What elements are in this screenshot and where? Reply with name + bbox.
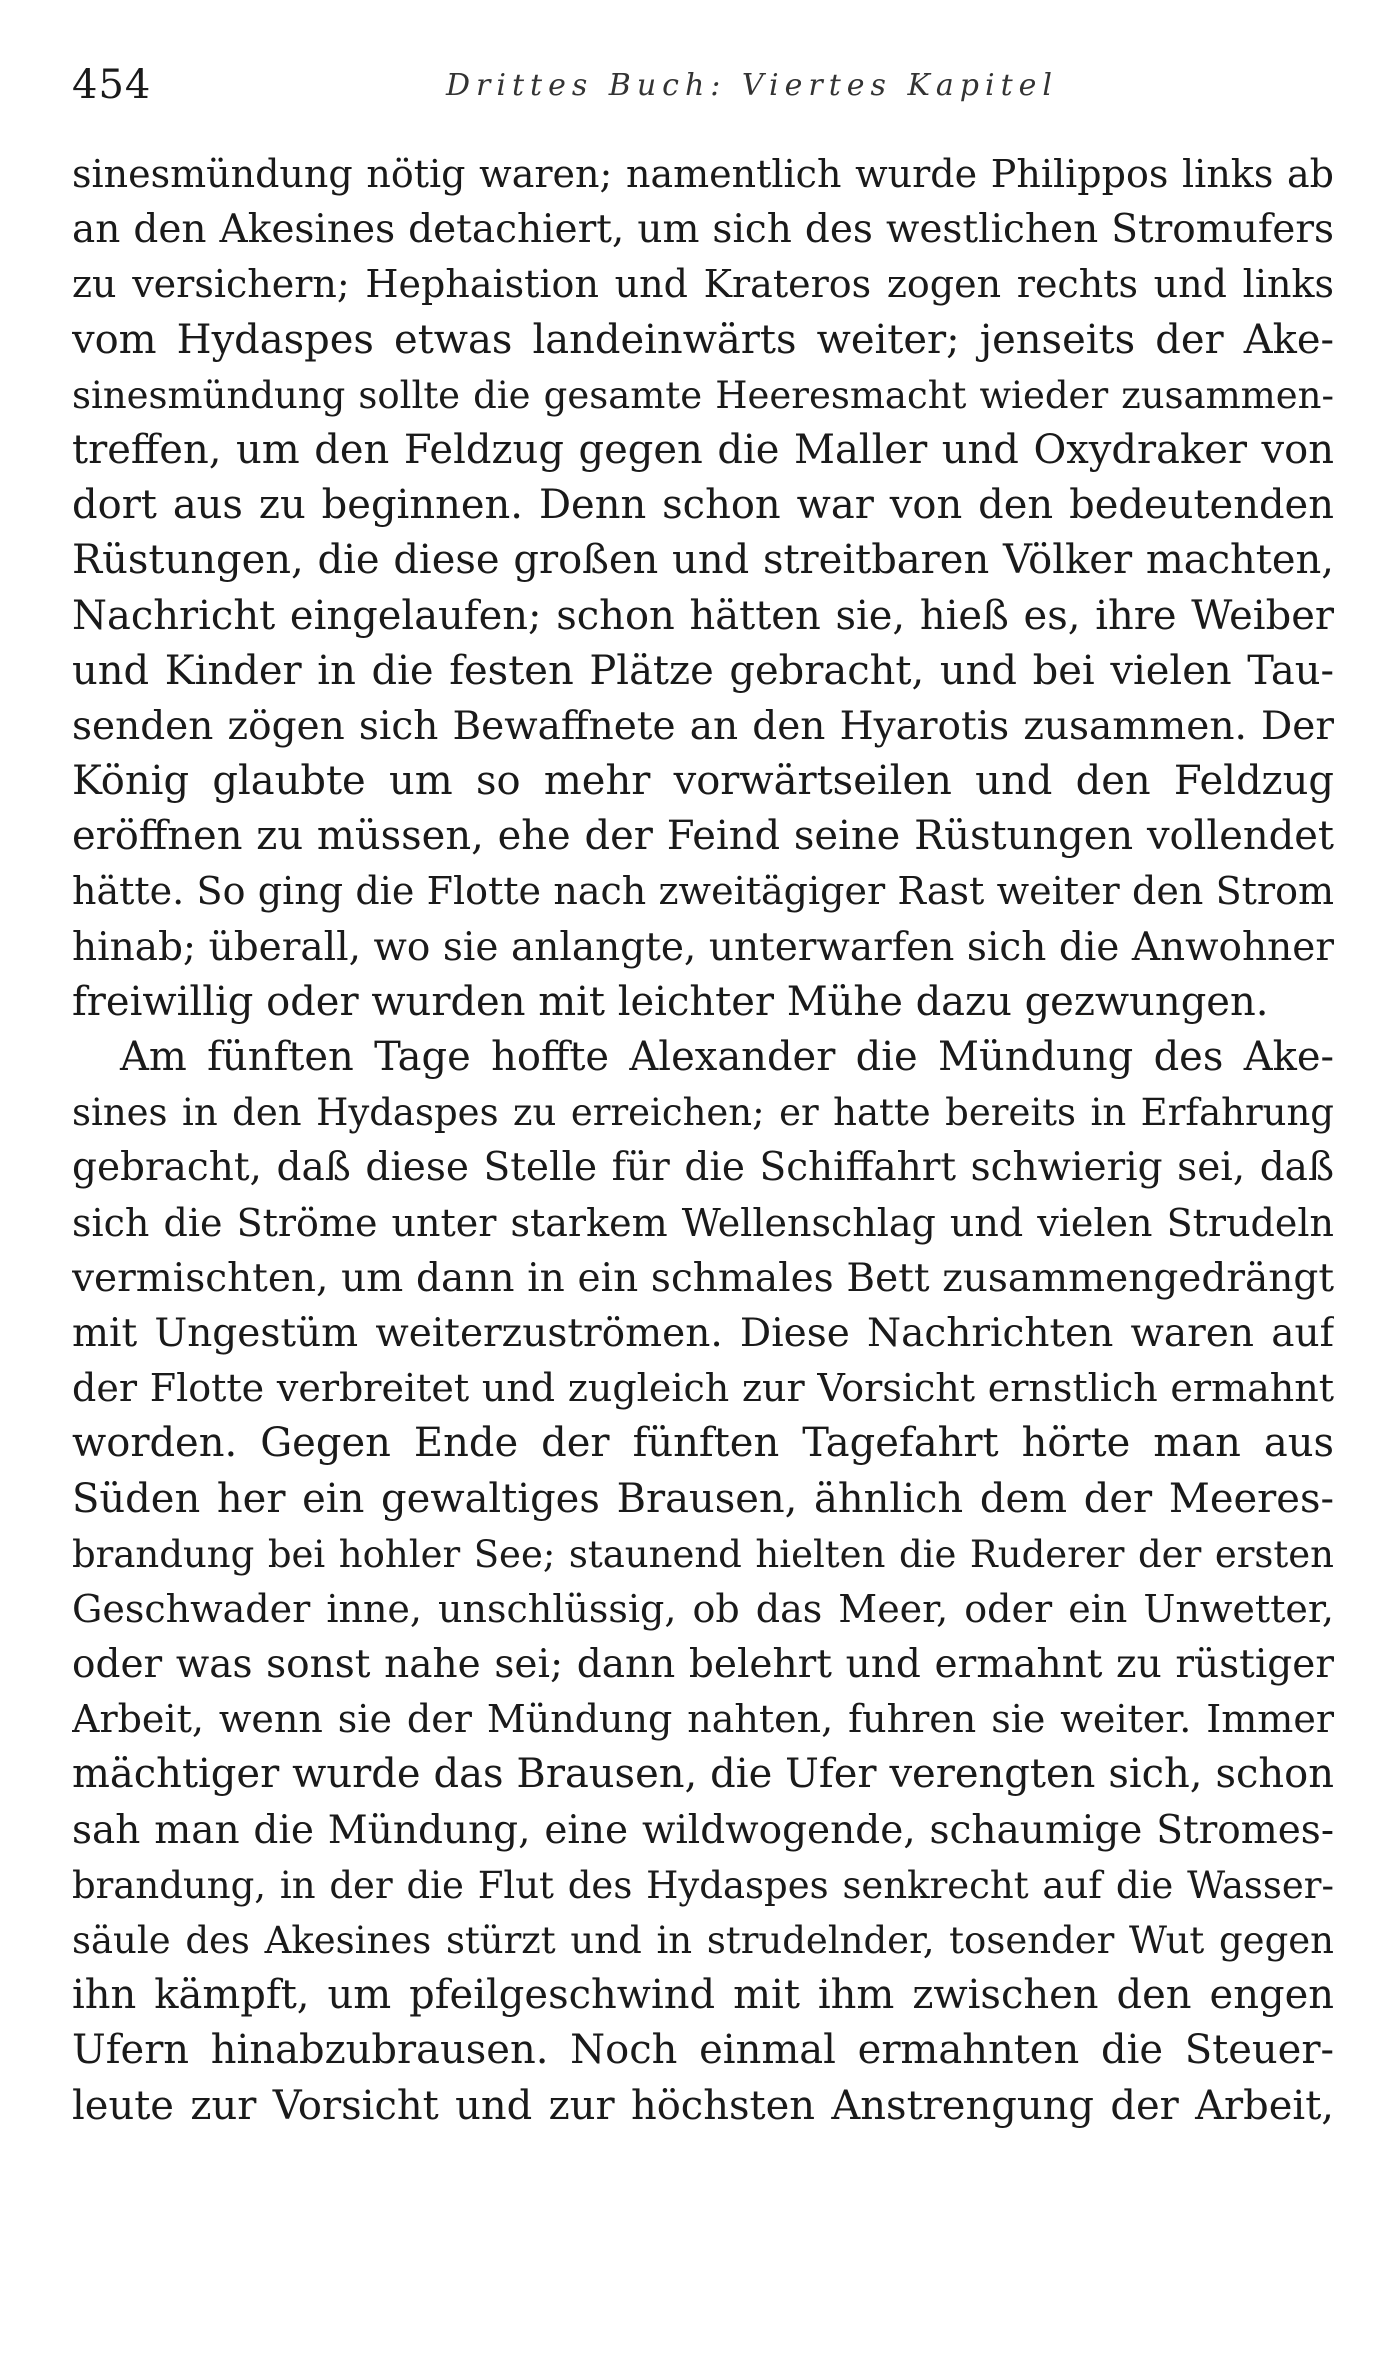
text-line: der Flotte verbreitet und zugleich zur Vorsicht ernstlich ermahnt xyxy=(72,1366,1334,1411)
body-text xyxy=(72,147,1334,2134)
text-line: Am fünften Tage hoffte Alexander die Mündung des Ake- xyxy=(120,1034,1334,1080)
running-head: Drittes Buch: Viertes Kapitel xyxy=(446,68,1058,103)
text-line: vermischten, um dann in ein schmales Bett zusammengedrängt xyxy=(72,1255,1334,1301)
text-line: Geschwader inne, unschlüssig, ob das Meer, oder ein Unwetter, xyxy=(72,1586,1334,1631)
text-line: an den Akesines detachiert, um sich des westlichen Stromufers xyxy=(72,207,1334,253)
text-line: ihn kämpft, um pfeilgeschwind mit ihm zwischen den engen xyxy=(72,1972,1334,2019)
text-line: und Kinder in die festen Plätze gebracht, und bei vielen Tau- xyxy=(72,647,1334,694)
text-line: sinesmündung sollte die gesamte Heeresmacht wieder zusammen- xyxy=(72,373,1334,417)
text-line: Ufern hinabzubrausen. Noch einmal ermahnten die Steuer- xyxy=(72,2027,1334,2074)
text-line: König glaubte um so mehr vorwärtseilen und den Feldzug xyxy=(72,758,1334,805)
text-line: treffen, um den Feldzug gegen die Maller und Oxydraker von xyxy=(72,426,1334,473)
text-line: leute zur Vorsicht und zur höchsten Anstrengung der Arbeit, xyxy=(72,2082,1334,2129)
text-line: hätte. So ging die Flotte nach zweitägiger Rast weiter den Strom xyxy=(72,869,1334,914)
text-line: Rüstungen, die diese großen und streitbaren Völker machten, xyxy=(72,537,1334,584)
text-line: oder was sonst nahe sei; dann belehrt und ermahnt zu rüstiger xyxy=(72,1642,1334,1688)
page-header xyxy=(72,58,1342,118)
text-line: worden. Gegen Ende der fünften Tagefahrt hörte man aus xyxy=(72,1420,1334,1467)
text-line: sich die Ströme unter starkem Wellenschlag und vielen Strudeln xyxy=(72,1200,1334,1245)
text-line: vom Hydaspes etwas landeinwärts weiter; jenseits der Ake- xyxy=(72,316,1334,363)
text-line: hinab; überall, wo sie anlangte, unterwarfen sich die Anwohner xyxy=(72,924,1334,970)
text-line: zu versichern; Hephaistion und Krateros zogen rechts und links xyxy=(72,262,1334,307)
text-line: brandung, in der die Flut des Hydaspes senkrecht auf die Wasser- xyxy=(72,1863,1334,1907)
text-line: gebracht, daß diese Stelle für die Schiffahrt schwierig sei, daß xyxy=(72,1145,1334,1191)
text-line: Arbeit, wenn sie der Mündung nahten, fuhren sie weiter. Immer xyxy=(72,1697,1334,1742)
text-line: brandung bei hohler See; staunend hielten die Ruderer der ersten xyxy=(72,1532,1334,1576)
text-line: Nachricht eingelaufen; schon hätten sie, hieß es, ihre Weiber xyxy=(72,592,1334,639)
text-line: freiwillig oder wurden mit leichter Mühe dazu gezwungen. xyxy=(72,978,1269,1025)
text-line: mit Ungestüm weiterzuströmen. Diese Nachrichten waren auf xyxy=(72,1310,1334,1356)
text-line: sah man die Mündung, eine wildwogende, schaumige Stromes- xyxy=(72,1807,1334,1853)
page-number: 454 xyxy=(72,62,152,108)
text-line: sines in den Hydaspes zu erreichen; er hatte bereits in Erfahrung xyxy=(72,1091,1334,1135)
text-line: eröffnen zu müssen, ehe der Feind seine Rüstungen vollendet xyxy=(72,813,1334,860)
text-line: senden zögen sich Bewaffnete an den Hyarotis zusammen. Der xyxy=(72,703,1334,749)
text-line: säule des Akesines stürzt und in strudelnder, tosender Wut gegen xyxy=(72,1919,1334,1962)
text-line: mächtiger wurde das Brausen, die Ufer verengten sich, schon xyxy=(72,1751,1334,1798)
text-line: dort aus zu beginnen. Denn schon war von den bedeutenden xyxy=(72,482,1334,529)
text-line: sinesmündung nötig waren; namentlich wurde Philippos links ab xyxy=(72,152,1334,196)
text-line: Süden her ein gewaltiges Brausen, ähnlich dem der Meeres- xyxy=(72,1475,1334,1522)
